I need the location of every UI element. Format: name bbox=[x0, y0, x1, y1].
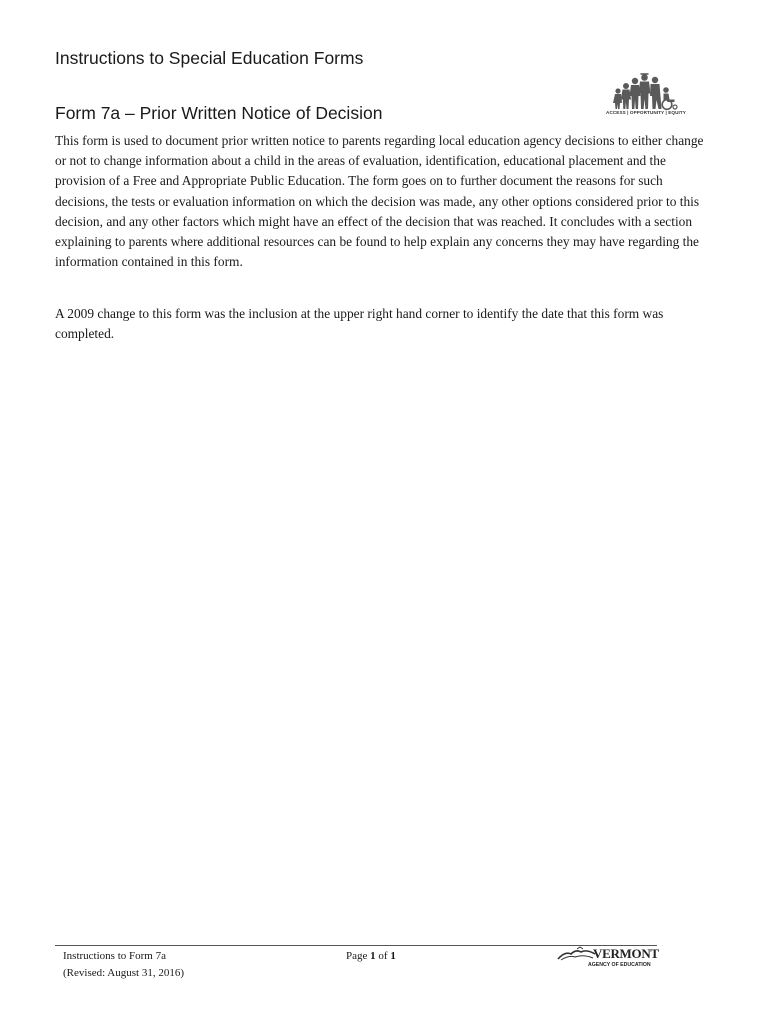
page-current: 1 bbox=[370, 950, 376, 962]
form-title: Form 7a – Prior Written Notice of Decision bbox=[55, 103, 383, 123]
logo-subtitle: AGENCY OF EDUCATION bbox=[588, 962, 651, 968]
body-paragraph: This form is used to document prior written notice to parents regarding local education agency decisions to either change or not to change information about a child in the areas of evaluation, identification, educational placement and the provision of a Free and Appropriate Public Education. The form goes on to further document the reasons for such decisions, the tests or evaluation information on which the decision was made, any other options considered prior to this decision, and any other factors which might have an effect of the decision that was reached. It concludes with a section explaining to parents where additional resources can be found to help explain any concerns they may have regarding the information contained in this form. bbox=[55, 133, 704, 270]
logo-tagline: ACCESS | OPPORTUNITY | EQUITY bbox=[606, 110, 686, 115]
body-paragraph: A 2009 change to this form was the inclusion at the upper right hand corner to identify the date that this form was completed. bbox=[55, 306, 664, 342]
page-title: Instructions to Special Education Forms bbox=[55, 48, 364, 68]
people-silhouettes-icon bbox=[604, 70, 688, 110]
footer-revised-date: (Revised: August 31, 2016) bbox=[63, 967, 184, 979]
page-prefix: Page bbox=[346, 950, 371, 962]
vermont-agency-logo bbox=[557, 945, 659, 973]
header-logo bbox=[604, 70, 688, 118]
page-total: 1 bbox=[390, 950, 396, 962]
page-of: of bbox=[375, 950, 391, 962]
footer-page-number bbox=[346, 950, 396, 962]
footer-form-name: Instructions to Form 7a bbox=[63, 950, 166, 962]
logo-name: VERMONT bbox=[593, 946, 659, 961]
